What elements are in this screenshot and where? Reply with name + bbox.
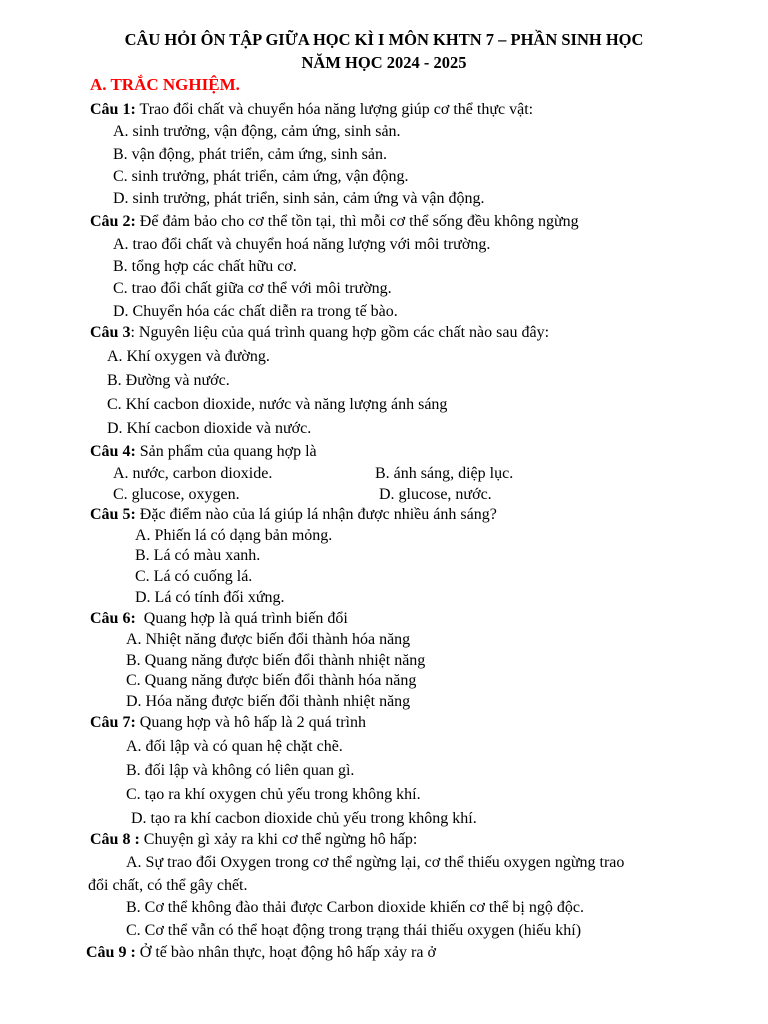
q2-option-c: C. trao đổi chất giữa cơ thể với môi trường. — [113, 280, 392, 297]
question-8-text: Chuyện gì xảy ra khi cơ thể ngừng hô hấp: — [139, 831, 418, 848]
q5-option-d: D. Lá có tính đối xứng. — [135, 589, 285, 606]
q4-option-c: C. glucose, oxygen. — [113, 486, 240, 503]
q1-option-a: A. sinh trưởng, vận động, cảm ứng, sinh sản. — [113, 123, 401, 140]
question-3-text: : Nguyên liệu của quá trình quang hợp gồm các chất nào sau đây: — [130, 324, 550, 341]
q4-option-a: A. nước, carbon dioxide. — [113, 465, 273, 482]
q1-option-d: D. sinh trưởng, phát triển, sinh sản, cảm ứng và vận động. — [113, 190, 485, 207]
question-1-label: Câu 1: — [90, 101, 136, 118]
question-2 — [90, 212, 579, 232]
question-1 — [90, 100, 533, 120]
question-6 — [90, 609, 348, 629]
q5-option-b: B. Lá có màu xanh. — [135, 547, 261, 564]
question-8-label: Câu 8 : — [90, 831, 140, 848]
question-5-label: Câu 5: — [90, 506, 136, 523]
question-5 — [90, 505, 497, 525]
q8-option-a-line-1: A. Sự trao đổi Oxygen trong cơ thể ngừng lại, cơ thể thiếu oxygen ngừng trao — [126, 854, 625, 871]
section-heading-multiple-choice: A. TRẮC NGHIỆM. — [90, 75, 240, 94]
q4-option-d: D. glucose, nước. — [379, 486, 492, 503]
q5-option-a: A. Phiến lá có dạng bản mỏng. — [135, 527, 333, 544]
question-9 — [86, 943, 436, 963]
q7-option-a: A. đối lập và có quan hệ chặt chẽ. — [126, 738, 343, 755]
q8-option-b: B. Cơ thể không đào thải được Carbon dioxide khiến cơ thể bị ngộ độc. — [126, 899, 584, 916]
question-7 — [90, 713, 366, 733]
q8-option-c: C. Cơ thể vẫn có thể hoạt động trong trạng thái thiếu oxygen (hiếu khí) — [126, 922, 582, 939]
question-3 — [90, 323, 549, 343]
question-7-text: Quang hợp và hô hấp là 2 quá trình — [135, 714, 366, 731]
question-8 — [90, 830, 417, 850]
question-6-text: Quang hợp là quá trình biến đổi — [135, 610, 348, 627]
q3-option-a: A. Khí oxygen và đường. — [107, 348, 270, 365]
q4-option-b: B. ánh sáng, diệp lục. — [375, 465, 514, 482]
question-5-text: Đặc điểm nào của lá giúp lá nhận được nhiều ánh sáng? — [135, 506, 497, 523]
q1-option-c: C. sinh trưởng, phát triển, cảm ứng, vận động. — [113, 168, 409, 185]
question-9-label: Câu 9 : — [86, 944, 136, 961]
q7-option-d: D. tạo ra khí cacbon dioxide chủ yếu trong không khí. — [131, 810, 477, 827]
q8-option-a-line-2: đổi chất, có thể gây chết. — [88, 877, 248, 894]
q7-option-b: B. đối lập và không có liên quan gì. — [126, 762, 355, 779]
question-1-text: Trao đổi chất và chuyển hóa năng lượng giúp cơ thể thực vật: — [135, 101, 534, 118]
question-4 — [90, 442, 317, 462]
q2-option-b: B. tổng hợp các chất hữu cơ. — [113, 258, 297, 275]
q2-option-d: D. Chuyển hóa các chất diễn ra trong tế bào. — [113, 303, 398, 320]
q6-option-a: A. Nhiệt năng được biến đổi thành hóa năng — [126, 631, 411, 648]
question-6-label: Câu 6: — [90, 610, 136, 627]
document-title-line-1: CÂU HỎI ÔN TẬP GIỮA HỌC KÌ I MÔN KHTN 7 – PHẦN SINH HỌC — [124, 30, 644, 49]
q1-option-b: B. vận động, phát triển, cảm ứng, sinh sản. — [113, 146, 387, 163]
question-3-label: Câu 3 — [90, 324, 131, 341]
q3-option-d: D. Khí cacbon dioxide và nước. — [107, 420, 312, 437]
question-4-text: Sản phẩm của quang hợp là — [135, 443, 317, 460]
q3-option-b: B. Đường và nước. — [107, 372, 230, 389]
q6-option-c: C. Quang năng được biến đổi thành hóa năng — [126, 672, 417, 689]
question-2-label: Câu 2: — [90, 213, 136, 230]
q2-option-a: A. trao đổi chất và chuyển hoá năng lượng với môi trường. — [113, 236, 491, 253]
q7-option-c: C. tạo ra khí oxygen chủ yếu trong không khí. — [126, 786, 421, 803]
question-4-label: Câu 4: — [90, 443, 136, 460]
question-9-text: Ở tế bào nhân thực, hoạt động hô hấp xảy ra ở — [135, 944, 436, 961]
q6-option-b: B. Quang năng được biến đổi thành nhiệt năng — [126, 652, 426, 669]
q5-option-c: C. Lá có cuống lá. — [135, 568, 253, 585]
q6-option-d: D. Hóa năng được biến đổi thành nhiệt năng — [126, 693, 411, 710]
question-2-text: Để đảm bảo cho cơ thể tồn tại, thì mỗi cơ thể sống đều không ngừng — [135, 213, 579, 230]
document-title-line-2: NĂM HỌC 2024 - 2025 — [301, 53, 467, 72]
q3-option-c: C. Khí cacbon dioxide, nước và năng lượng ánh sáng — [107, 396, 448, 413]
question-7-label: Câu 7: — [90, 714, 136, 731]
